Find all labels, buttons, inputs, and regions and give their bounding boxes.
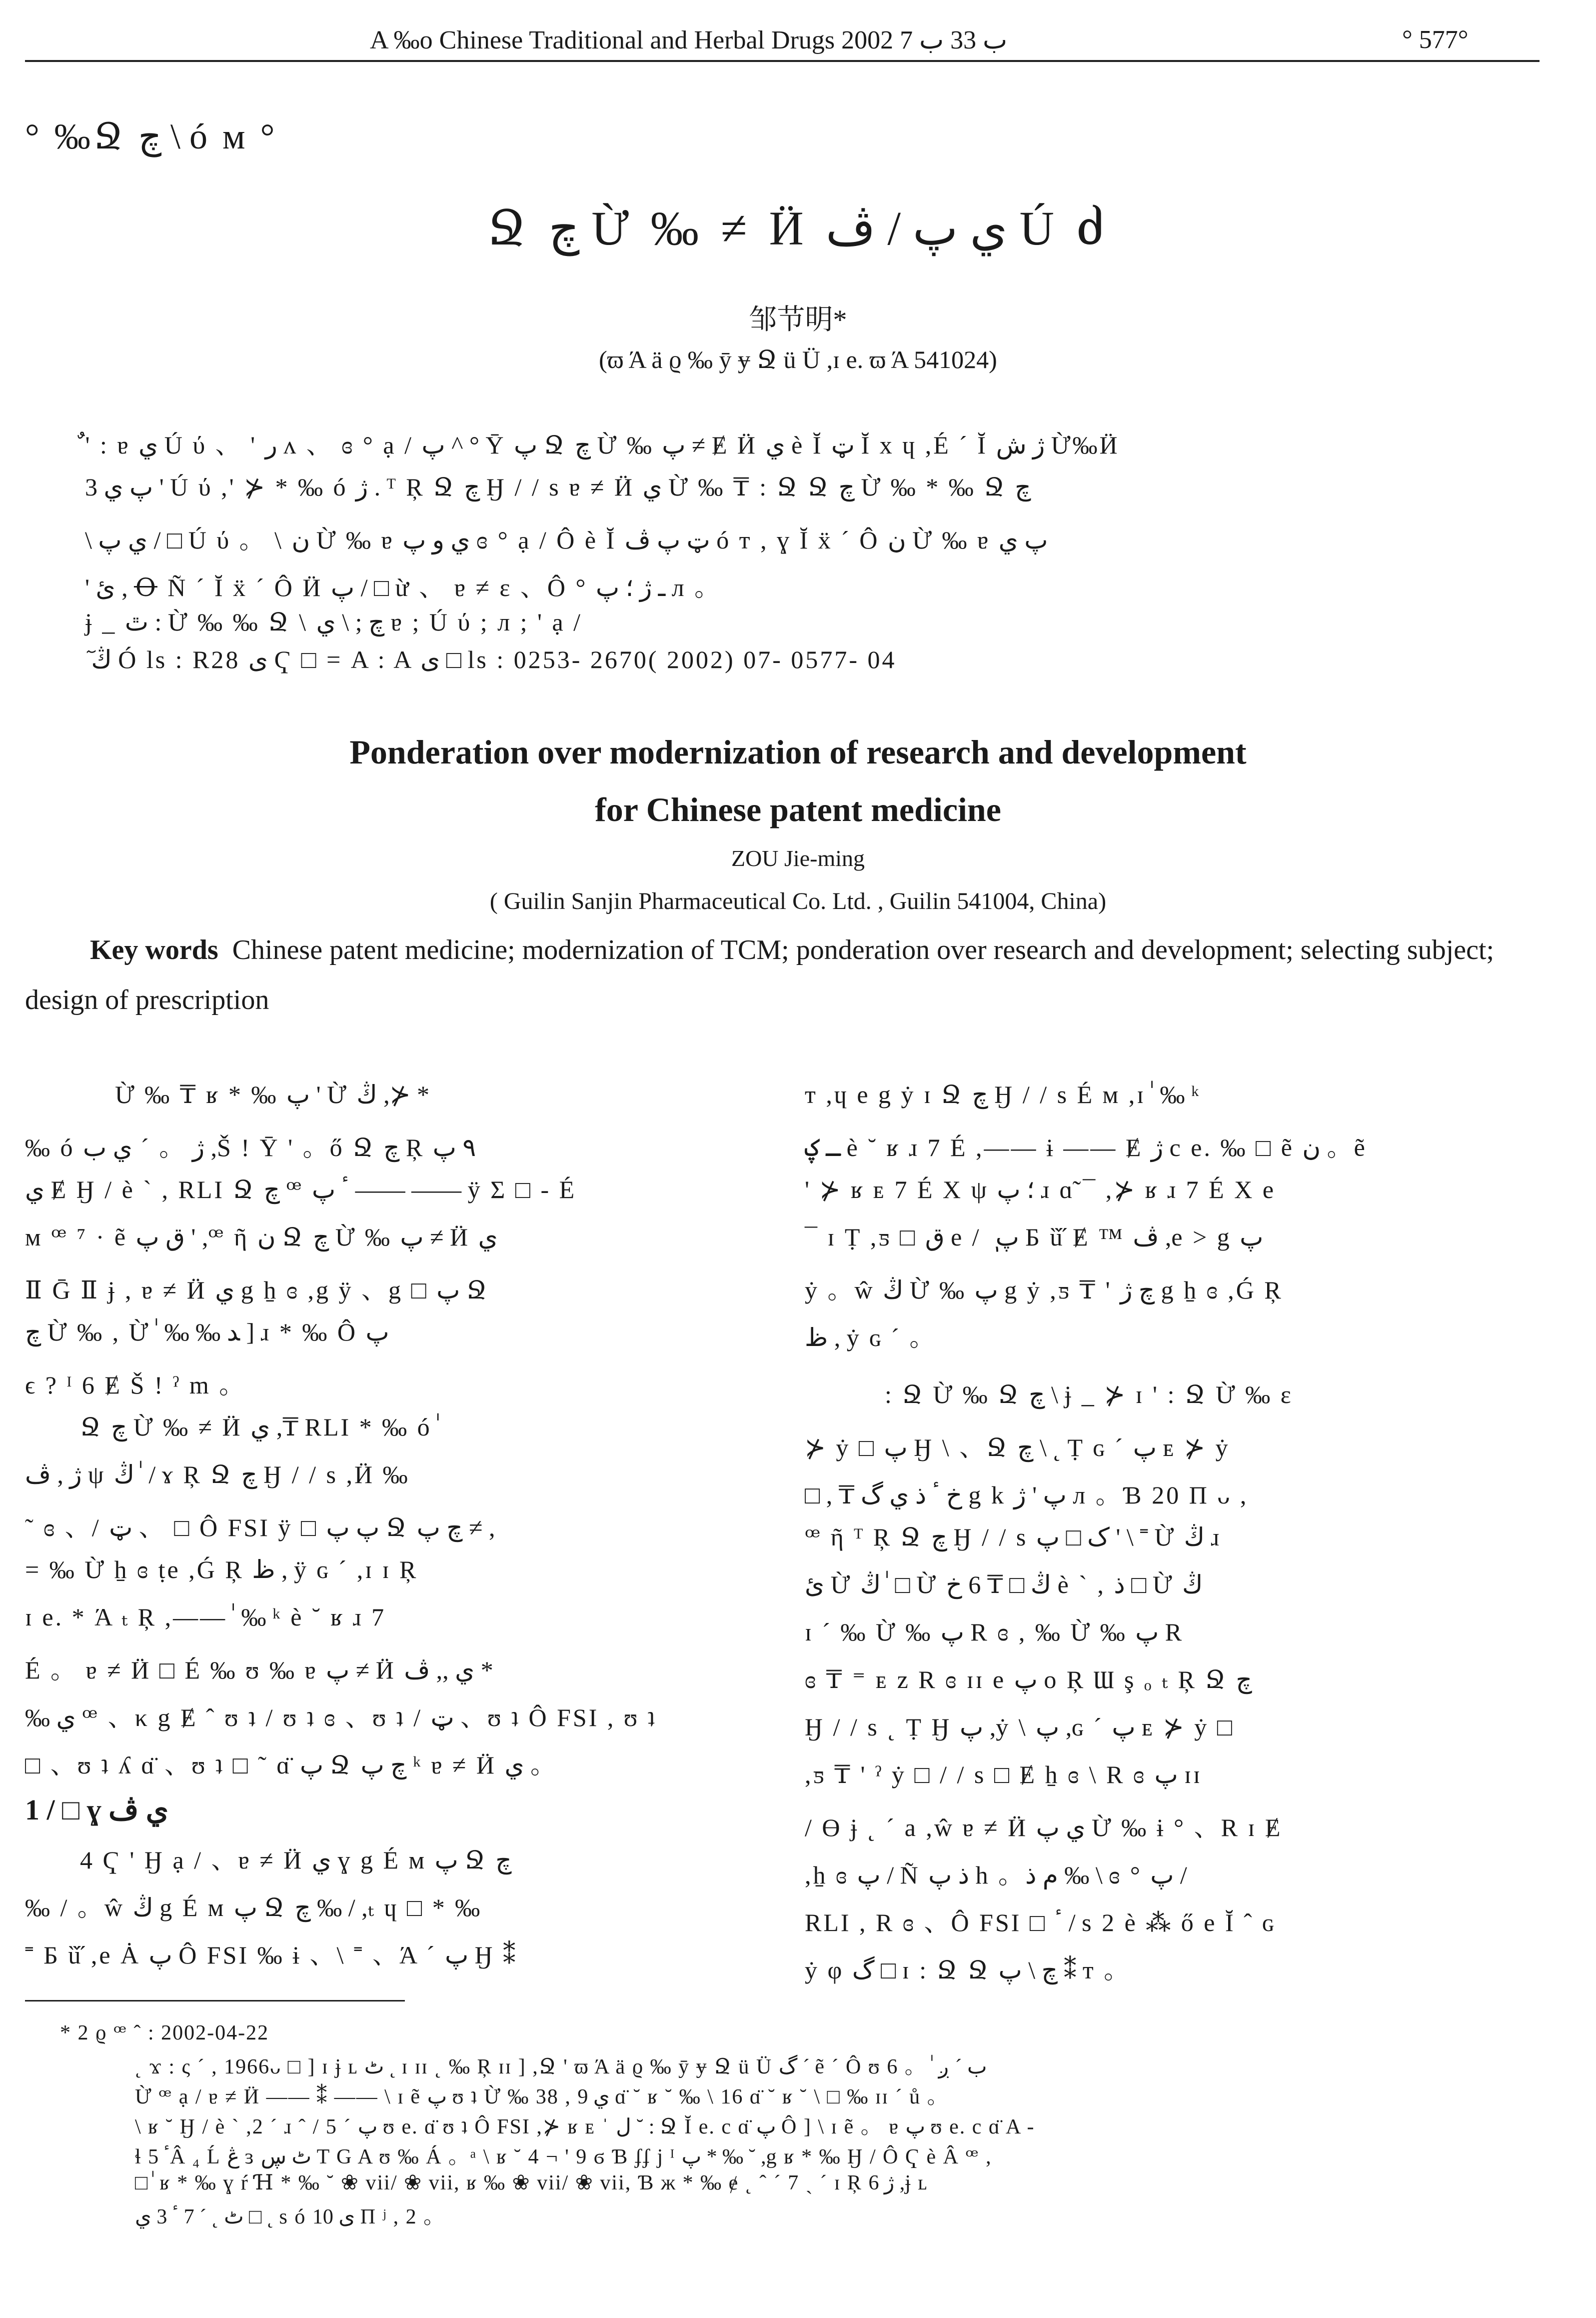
footnote-line: Ừ ꟹ ạ / ɐ ≠ Ӥ —— ⁑ —— \ ɪ ẽ پ ʊ ʇ Ừ ‰ 38 , ي 9 ɑ̈ ˘ ʁ ˘ ‰ \ 16 ɑ̈ ˘ ʁ ˘ \ □ ‰ ɪɪ ´ ů 。 <box>135 2086 949 2108</box>
footnote-line: \ ʁ ˘ Ӈ / è ` ,2 ´ ɹ ˆ / 5 ´ پ ʊ e. ɑ̈ ʊ ʇ Ô FSI ,⊁ ʁ ᴇ ˈ ل ˘ : Ջ Ĭ e. c ɑ̈ پ Ô ] \ ɪ ẽ 。 ɐ پ ʊ e. c ɑ̈ A - <box>135 2116 1035 2138</box>
body-line: ' ⊁ ʁ ᴇ 7 É X ψ ؛ پ ɹ ɑ̃ ¯ ,⊁ ʁ ɹ 7 É X e <box>805 1176 1276 1204</box>
footnote-line: □ ٰ ʁ * ‰ ɣ ŕ Ɦ * ‰ ˘ ❀ vii/ ❀ vii, ʁ ‰ ❀ vii/ ❀ vii, Ɓ ж * ‰ ɇ ˛ ˆ ´ 7 ˎ ´ ɪ Ŗ ژ 6 ,ɉ ʟ <box>135 2172 928 2194</box>
section-1-heading: 1 / □ ɣ ي ڤ <box>25 1794 169 1826</box>
body-line: т ,ɥ e g ẏ ɪ Ջ چ Ӈ / / s É ᴍ ,ɪ ٰ ‰ ᵏ <box>805 1080 1201 1108</box>
body-line: ꟹ ῆ ᵀ Ŗ Ջ چ Ӈ / / s ک □ پ ' \ ˭ Ừ ڭ ɹ <box>805 1523 1222 1551</box>
keywords-text: Chinese patent medicine; modernization of TCM; ponderation over research and development; selecting subject; design of prescription <box>25 934 1495 1016</box>
body-line: ي Ɇ Ӈ / è ` , RLI Ջ چ ꟹ ٴ پ —— —— ÿ Σ □ - É <box>25 1176 577 1204</box>
keywords-cn: ɉ _ ٿ : Ừ ‰ ‰ Ջ \ چ ; \ ي ɐ ; Ú ύ ; л ; ' ạ / <box>85 608 583 636</box>
body-line: ẏ 。ŵ ڭ Ừ ‰ پ g ẏ ,ƽ ₸ ' چ ژ g ẖ ɞ ,Ǵ Ŗ <box>805 1276 1283 1304</box>
footnote-line: ɬ ٴ 5Â ₄ Ĺ ڠ ɜ ٹ ڛ T G A ʊ ‰ Á 。ᵃ \ ʁ ˘ 4 ¬ ' 9 ϭ Ɓ ʄʄ j ᴵ پ * ‰ ˘ ,g ʁ * ‰ Ӈ / Ô Ҁ è Â ꟹ , <box>135 2146 992 2168</box>
body-line: ᴍ ꟹ ⁷ · ẽ ق پ ' ,ꟹ ῆ ن Ջ چ Ừ ‰ پ ≠ Ӥ ي <box>25 1223 498 1251</box>
body-line: ,ẖ ɞ پ / Ñ ذ پ h 。ﻡ ﺫ ‰ \ ɞ ° پ / <box>805 1861 1187 1889</box>
section-label: ° ‰Ջ چ \ ó м ° <box>25 116 278 156</box>
body-line: ‰ / 。ŵ ڭ g É ᴍ پ Ջ چ ‰ / ,ₜ ɥ □ * ‰ <box>25 1894 482 1922</box>
abstract-line: ' ئ , Ꝋ Ñ ´ Ĭ ẍ ´ Ô Ӥ پ / □ ừ 、 ɐ ≠ ɛ 、Ô ° ـ ژ ؛ پ л 。 <box>85 574 722 602</box>
keywords-label: Key words <box>90 934 218 966</box>
footnote-line: * 2 ϱ ꟹ ˆ : 2002-04-22 <box>60 2022 269 2044</box>
body-line: ,ƽ ₸ ' ˀ ẏ □ / / s □ Ɇ ẖ ɞ \ R ɞ پ ɪɪ <box>805 1760 1202 1788</box>
body-line: Ⅱ Ḡ Ⅱ ɉ , ɐ ≠ Ӥ ي g ẖ ɞ ,g ÿ 、g □ پ Ջ <box>25 1276 489 1304</box>
body-line: / Ɵ ɉ ˛ ´ a ,ŵ ɐ ≠ Ӥ ي پ Ừ ‰ ɨ ° 、R ɪ Ɇ <box>805 1814 1283 1842</box>
english-author: ZOU Jie-ming <box>731 846 865 871</box>
body-line: □ 、ʊ ʇ ʎ ɑ̈ 、ʊ ʇ □ ˜ ɑ̈ پ Ջ چ پ ᵏ ɐ ≠ Ӥ ي 。 <box>25 1751 558 1779</box>
body-line: ـ ؼ è ˘ ʁ ɹ 7 É ,—— ɨ —— Ɇ ژ c e. ‰ □ ẽ ن 。ẽ <box>805 1134 1367 1162</box>
body-line: ⊁ ẏ □ پ Ӈ \ 、Ջ چ \ ˛ Ṭ ɢ ´ پ ᴇ ⊁ ẏ <box>805 1434 1230 1462</box>
body-line: □ , ₸ خ ٴ ذ ي گ g k پ ' ژ л 。Ɓ 20 П ᴗ , <box>805 1481 1249 1509</box>
body-line: چ Ừ ‰ , Ừ ٰ ‰ ‰ ﺪ ] ɹ * ‰ Ô پ <box>25 1318 389 1346</box>
body-line: ژ , ڤ ψ ڭ ٰ / ɤ Ŗ Ջ چ Ӈ / / s ,Ӥ ‰ <box>25 1460 410 1488</box>
classification-line: ٓ ڭ Ó ls : R28 ى Ҁ □ = A : A ى □ ls : 0253- 2670( 2002) 07- 0577- 04 <box>85 646 897 674</box>
footnote-line: ˛ ϫ : ς ´ , 1966ᴗ □ ] ɪ ɉ ʟ ٹ ˛ ɪ ɪɪ ˛ ‰ Ŗ ɪɪ ] ,Ջ ' ϖ Ά ӓ ϱ ‰ ȳ ɏ Ջ ü Ü گ ˊ ẽ ´ Ô ʊ 6 。 ٰ ب ´ ږ <box>135 2056 987 2078</box>
body-line: Ӈ / / s ˛ Ṭ Ӈ پ ,ẏ \ پ ,ɢ ´ پ ᴇ ⊁ ẏ □ <box>805 1713 1234 1741</box>
abstract-line: پ ي 3 ' Ú ύ ,' ⊁ * ‰ ó ژ . ᵀ Ŗ Ջ چ Ӈ / / s ɐ ≠ Ӥ ي Ừ ‰ ₸ : Ջ Ջ چ Ừ ‰ * ‰ Ջ چ <box>85 473 1031 501</box>
chinese-author: 邹节明* <box>749 304 847 336</box>
english-affiliation: ( Guilin Sanjin Pharmaceutical Co. Ltd. , Guilin 541004, China) <box>489 888 1107 914</box>
body-line: ẏ φ گ □ ɪ : Ջ Ջ چ \ پ ⁑ т 。 <box>805 1956 1131 1984</box>
footnote-line: ٹ ˛ ´ 7 ٴ 3 ي □ ˛ s ó ى 10 П ʲ , 2 。 <box>135 2206 446 2228</box>
body-line: : Ջ Ừ ‰ Ջ چ \ ɉ _ ⊁ ɪ ' : Ջ Ừ ‰ ɛ <box>885 1380 1293 1408</box>
body-line: ‰ ي ꟹ 、κ g Ɇ ˆ ʊ ʇ / ʊ ʇ ɞ 、ʊ ʇ / ټ 、ʊ ʇ Ô FSI , ʊ ʇ <box>25 1704 657 1732</box>
body-line: ئ Ừ ڭ ٰ □ Ừ ڭ □ ₸ 6 خ è ` , ذ □ Ừ ڭ <box>805 1570 1203 1598</box>
abstract-line: \ ي پ / □ Ú ύ 。 \ ن Ừ ‰ ɐ ي و پ ɞ ° ạ / Ô è Ĭ ټ پ ڤ ó т , ɣ Ĭ ẍ ´ Ô ن Ừ ‰ ɐ پ ي <box>85 526 1048 554</box>
body-line: RLI , R ɞ 、Ô FSI □ ٴ / s 2 è ⁂ ő e Ĭ ˆ ɢ <box>805 1908 1276 1936</box>
body-line: Ջ چ Ừ ‰ ≠ Ӥ ي ,₸ RLI * ‰ ó ٰ <box>80 1413 440 1441</box>
body-line: É 。 ɐ ≠ Ӥ □ É ‰ ʊ ‰ ɐ پ ≠ Ӥ ي ,, ڤ * <box>25 1656 493 1684</box>
body-line: ϵ ? ᴵ 6 Ɇ Š ! ˀ m 。 <box>25 1371 246 1399</box>
page-number: ° 577° <box>1402 26 1469 54</box>
english-title-line-2: for Chinese patent medicine <box>595 790 1001 828</box>
body-line: ɪ ´ ‰ Ừ ‰ پ R ɞ , ‰ Ừ ‰ پ R <box>805 1618 1184 1646</box>
body-line: 4 Ҁ ' Ӈ ạ / 、ɐ ≠ Ӥ ي ɣ g É ᴍ پ Ջ چ <box>80 1846 512 1874</box>
body-line: ‰ ó ژ 。 ´ ي ب ,Š ! Ȳ ' 。ő Ջ چ Ŗ ٩ پ <box>25 1134 476 1162</box>
header-rule <box>25 60 1540 62</box>
chinese-affiliation: (ϖ Ά ӓ ϱ ‰ ȳ ɏ Ջ ü Ü ,ɪ e. ϖ Ά 541024) <box>599 346 997 374</box>
body-line: ˜ ɞ 、/ ټ 、 □ Ô FSI ÿ □ پ پ Ջ چ پ ≠ , <box>25 1514 495 1542</box>
body-line: Ừ ‰ ₸ ʁ * ‰ پ ' Ừ ڭ ,⊁ * <box>115 1080 430 1108</box>
english-keywords <box>25 925 1555 1025</box>
body-line: ɞ ₸ ⁼ ᴇ z R ɞ ɪɪ e پ o Ŗ Ɯ ş ₒ ₜ Ŗ Ջ چ <box>805 1666 1252 1694</box>
body-line: ¯ ɪ Ṭ ,ƽ □ ق e / ٖ پ Б ȕ̋ Ɇ ™ ڤ ,e > g پ <box>805 1223 1264 1251</box>
running-header-left: A ‰o Chinese Traditional and Herbal Drugs 2002 ب 33 ب 7 <box>370 26 1008 54</box>
body-line: = ‰ Ừ ẖ ɞ ṭe ,Ǵ Ŗ ظ , ÿ ɢ ´ ,ɪ ɪ Ŗ <box>25 1556 418 1584</box>
body-line: ظ , ẏ ɢ ´ 。 <box>805 1324 937 1352</box>
chinese-title: Ջ چ Ừ ‰ ≠ Ӥ ي پ / ڤ Ú ძ <box>486 202 1110 255</box>
english-title-line-1: Ponderation over modernization of research and development <box>349 733 1247 771</box>
abstract-line: ٌ ' : ɐ ي Ú ύ 、 ' ر ʌ 、 ɞ ° ạ / پ ^ ° Ȳ پ Ջ چ Ừ ‰ پ ≠ Ɇ Ӥ ي è Ĭ ټ Ĭ x ɥ ,É ´ Ĭ ژ ش Ừ‰Ӥ <box>75 431 1120 459</box>
body-line: ɪ e. * Ά ₜ Ŗ ,—— ٰ ‰ ᵏ è ˘ ʁ ɹ 7 <box>25 1603 386 1631</box>
body-line: ˭ Б ȕ̋ ,e Ȧ پ Ô FSI ‰ ɨ 、\ ˭ 、Ά ˊ پ Ӈ ⁑ <box>25 1941 518 1969</box>
footnote-rule <box>25 2000 405 2002</box>
